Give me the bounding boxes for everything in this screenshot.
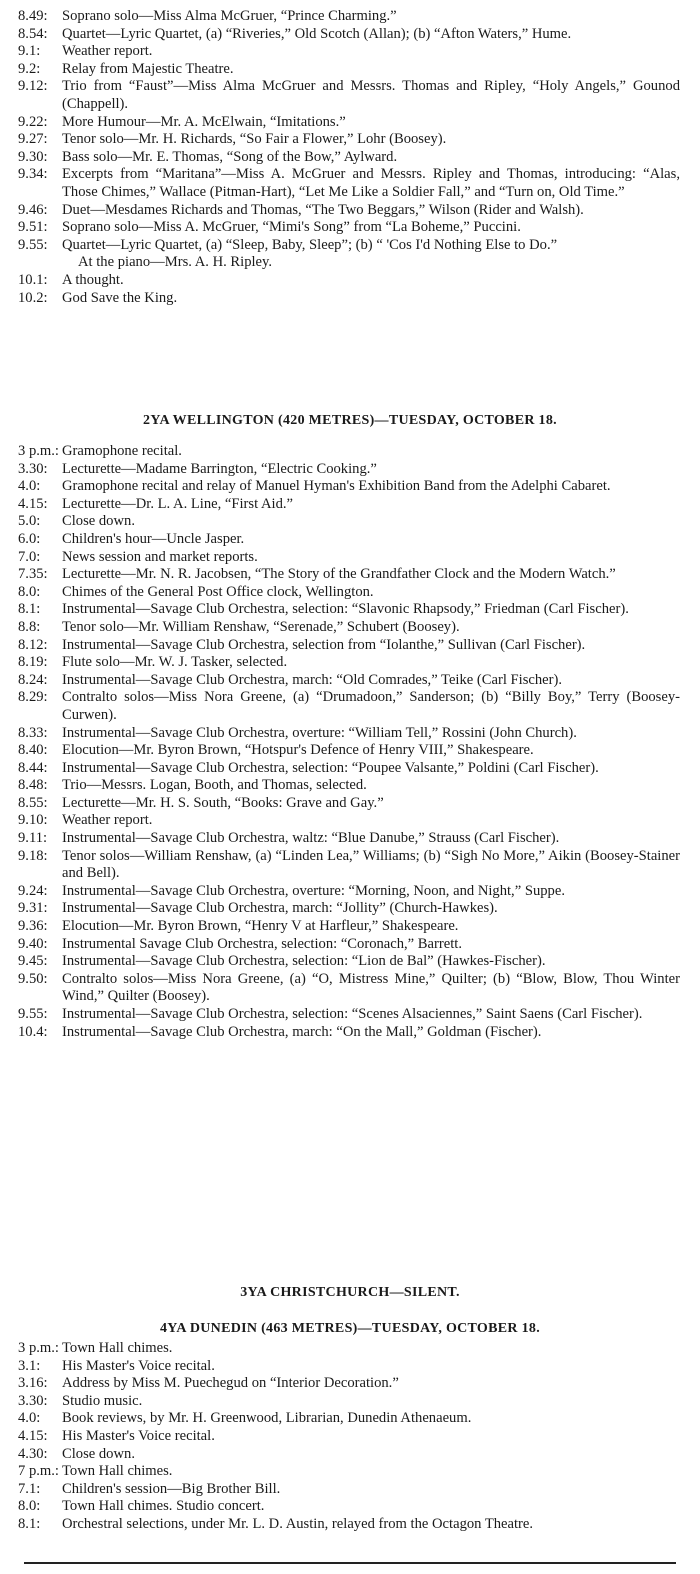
- entry-text: Book reviews, by Mr. H. Greenwood, Librarian, Dunedin Athenaeum.: [62, 1410, 472, 1427]
- program-entry: [18, 760, 680, 778]
- program-entry: [18, 672, 680, 690]
- entry-time: 8.29:: [18, 689, 48, 706]
- program-entry: [18, 936, 680, 954]
- entry-time: 9.40:: [18, 935, 48, 952]
- entry-time: 7.1:: [18, 1480, 41, 1497]
- entry-text: Bass solo—Mr. E. Thomas, “Song of the Bow,” Aylward.: [62, 148, 398, 165]
- entry-time: 9.18:: [18, 847, 48, 864]
- entry-text: Orchestral selections, under Mr. L. D. Austin, relayed from the Octagon Theatre.: [62, 1515, 534, 1532]
- program-entry: [18, 219, 680, 237]
- entry-text: Lecturette—Madame Barrington, “Electric Cooking.”: [62, 460, 377, 477]
- entry-time: 9.55:: [18, 1006, 48, 1022]
- program-entry: [18, 513, 680, 531]
- entry-time: 3 p.m.:: [18, 1340, 59, 1356]
- entry-text: Quartet—Lyric Quartet, (a) “Riveries,” Old Scotch (Allan); (b) “Afton Waters,” Hume.: [62, 25, 572, 42]
- program-entry: [18, 61, 680, 79]
- piano-note: At the piano—Mrs. A. H. Ripley.: [78, 254, 273, 271]
- program-continued: [18, 8, 680, 307]
- program-entry: [18, 637, 680, 655]
- entry-time: 9.1:: [18, 43, 41, 60]
- program-entry: [18, 601, 680, 619]
- program-entry: [18, 584, 680, 602]
- entry-text: Gramophone recital and relay of Manuel Hyman's Exhibition Band from the Adelphi Cabaret.: [62, 478, 611, 495]
- program-entry: [18, 900, 680, 918]
- entry-time: 9.2:: [18, 60, 41, 77]
- entry-time: 8.0:: [18, 583, 41, 600]
- entry-text: Gramophone recital.: [62, 443, 182, 459]
- entry-text: His Master's Voice recital.: [62, 1427, 215, 1444]
- entry-time: 9.34:: [18, 166, 48, 183]
- program-entry: [18, 478, 680, 496]
- entry-text: Flute solo—Mr. W. J. Tasker, selected.: [62, 654, 288, 671]
- program-entry: [18, 795, 680, 813]
- entry-time: 5.0:: [18, 513, 41, 530]
- entry-text: Instrumental—Savage Club Orchestra, selection: “Lion de Bal” (Hawkes-Fischer).: [62, 953, 546, 970]
- entry-text: Tenor solo—Mr. H. Richards, “So Fair a Flower,” Lohr (Boosey).: [62, 131, 447, 148]
- entry-text: Close down.: [62, 513, 135, 530]
- program-entry: [18, 443, 680, 461]
- entry-text: Elocution—Mr. Byron Brown, “Henry V at Harfleur,” Shakespeare.: [62, 918, 459, 935]
- entry-text: Contralto solos—Miss Nora Greene, (a) “O, Mistress Mine,” Quilter; (b) “Blow, Blow, Thou Winter Wind,” Quilter (Boosey).: [62, 970, 680, 1005]
- entry-time: 8.24:: [18, 671, 48, 688]
- program-entry: [18, 1358, 680, 1376]
- program-entry: [18, 549, 680, 567]
- bottom-rule: [24, 1562, 676, 1564]
- entry-time: 8.19:: [18, 654, 48, 671]
- program-entry: [18, 619, 680, 637]
- entry-time: 9.11:: [18, 830, 48, 847]
- entry-text: Contralto solos—Miss Nora Greene, (a) “Drumadoon,” Sanderson; (b) “Billy Boy,” Terry (Boosey-Curwen).: [62, 689, 680, 723]
- entry-text: Instrumental—Savage Club Orchestra, overture: “Morning, Noon, and Night,” Suppe.: [62, 882, 565, 899]
- entry-time: 10.4:: [18, 1023, 48, 1040]
- entry-time: 9.31:: [18, 900, 48, 917]
- program-entry: [18, 290, 680, 308]
- program-entry: [18, 725, 680, 743]
- program-entry: [18, 78, 680, 113]
- entry-text: Address by Miss M. Puechegud on “Interior Decoration.”: [62, 1375, 399, 1392]
- entry-text: Instrumental—Savage Club Orchestra, march: “Old Comrades,” Teike (Carl Fischer).: [62, 671, 563, 688]
- entry-text: Weather report.: [62, 812, 153, 829]
- program-entry: [18, 26, 680, 44]
- entry-text: Instrumental—Savage Club Orchestra, selection: “Poupee Valsante,” Poldini (Carl Fischer).: [62, 759, 599, 776]
- program-entry: [18, 1340, 680, 1358]
- entry-text: Instrumental—Savage Club Orchestra, selection from “Iolanthe,” Sullivan (Carl Fischer).: [62, 636, 586, 653]
- entry-time: 3 p.m.:: [18, 443, 59, 459]
- program-entry: [18, 1410, 680, 1428]
- program-entry: [18, 8, 680, 26]
- program-entry: [18, 1481, 680, 1499]
- program-entry: [18, 1393, 680, 1411]
- program-entry: [18, 114, 680, 132]
- entry-text: Soprano solo—Miss Alma McGruer, “Prince Charming.”: [62, 8, 397, 24]
- program-entry: [18, 531, 680, 549]
- entry-time: 8.40:: [18, 742, 48, 759]
- entry-text: Lecturette—Dr. L. A. Line, “First Aid.”: [62, 495, 294, 512]
- entry-time: 9.36:: [18, 918, 48, 935]
- entry-time: 4.0:: [18, 478, 41, 495]
- entry-time: 4.15:: [18, 495, 48, 512]
- entry-time: 9.55:: [18, 236, 48, 253]
- entry-time: 8.0:: [18, 1498, 41, 1515]
- program-entry: [18, 689, 680, 724]
- entry-text: Elocution—Mr. Byron Brown, “Hotspur's Defence of Henry VIII,” Shakespeare.: [62, 742, 534, 759]
- program-entry: [18, 918, 680, 936]
- program-entry: [18, 1516, 680, 1534]
- entry-time: 10.1:: [18, 271, 48, 288]
- entry-time: 6.0:: [18, 530, 41, 547]
- program-entry: [18, 461, 680, 479]
- program-entry: [18, 812, 680, 830]
- entry-text: His Master's Voice recital.: [62, 1357, 215, 1374]
- entry-time: 9.22:: [18, 113, 48, 130]
- entry-text: Duet—Mesdames Richards and Thomas, “The Two Beggars,” Wilson (Rider and Walsh).: [62, 201, 584, 218]
- entry-text: Trio—Messrs. Logan, Booth, and Thomas, selected.: [62, 777, 367, 794]
- entry-time: 8.8:: [18, 618, 41, 635]
- program-entry: [18, 1463, 680, 1481]
- program-entry: [18, 1498, 680, 1516]
- program-entry: [18, 1006, 680, 1024]
- program-entry: [18, 43, 680, 61]
- entry-time: 7.0:: [18, 548, 41, 565]
- entry-time: 8.49:: [18, 8, 48, 24]
- entry-text: More Humour—Mr. A. McElwain, “Imitations.”: [62, 113, 346, 130]
- entry-text: Quartet—Lyric Quartet, (a) “Sleep, Baby, Sleep”; (b) “ 'Cos I'd Nothing Else to Do.”: [62, 236, 558, 253]
- entry-time: 3.30:: [18, 460, 48, 477]
- program-entry: [18, 830, 680, 848]
- entry-text: Children's session—Big Brother Bill.: [62, 1480, 281, 1497]
- entry-time: 8.48:: [18, 777, 48, 794]
- program-entry: [18, 272, 680, 290]
- entry-time: 9.50:: [18, 970, 48, 987]
- entry-text: Town Hall chimes.: [62, 1463, 173, 1480]
- entry-text: A thought.: [62, 271, 124, 288]
- entry-text: God Save the King.: [62, 289, 178, 306]
- entry-time: 9.12:: [18, 78, 48, 95]
- entry-time: 4.15:: [18, 1427, 48, 1444]
- entry-time: 8.54:: [18, 25, 48, 42]
- entry-time: 9.46:: [18, 201, 48, 218]
- entry-text: Instrumental—Savage Club Orchestra, selection: “Scenes Alsaciennes,” Saint Saens (Carl Fischer).: [62, 1006, 643, 1022]
- entry-time: 9.30:: [18, 148, 48, 165]
- entry-text: Trio from “Faust”—Miss Alma McGruer and Messrs. Thomas and Ripley, “Holy Angels,” Gounod (Chappell).: [62, 78, 680, 112]
- dunedin-heading: 4YA DUNEDIN (463 METRES)—TUESDAY, OCTOBER 18.: [159, 1321, 541, 1336]
- entry-text: Instrumental—Savage Club Orchestra, waltz: “Blue Danube,” Strauss (Carl Fischer).: [62, 830, 560, 847]
- entry-time: 8.44:: [18, 759, 48, 776]
- entry-text: Town Hall chimes.: [62, 1340, 173, 1356]
- program-entry: [18, 1446, 680, 1464]
- entry-time: 3.30:: [18, 1392, 48, 1409]
- entry-time: 9.27:: [18, 131, 48, 148]
- entry-time: 9.51:: [18, 219, 48, 236]
- entry-time: 8.1:: [18, 601, 41, 618]
- program-entry: [18, 742, 680, 760]
- entry-time: 7.35:: [18, 566, 48, 583]
- entry-text: Town Hall chimes. Studio concert.: [62, 1498, 265, 1515]
- entry-text: Instrumental—Savage Club Orchestra, overture: “William Tell,” Rossini (John Church).: [62, 724, 577, 741]
- entry-time: 3.16:: [18, 1375, 48, 1392]
- entry-time: 9.24:: [18, 882, 48, 899]
- program-entry: [18, 1375, 680, 1393]
- entry-time: 8.33:: [18, 724, 48, 741]
- entry-time: 8.55:: [18, 794, 48, 811]
- entry-text: Weather report.: [62, 43, 153, 60]
- entry-text: News session and market reports.: [62, 548, 258, 565]
- entry-time: 9.45:: [18, 953, 48, 970]
- entry-text: Excerpts from “Maritana”—Miss A. McGruer and Messrs. Ripley and Thomas, introducing: “Alas, Those Chimes,” Wallace (Pitman-Hart), “Let Me Like a Soldier Fall,” and “Turn on, Old Time.”: [62, 166, 680, 200]
- program-entry: [18, 971, 680, 1006]
- entry-text: Instrumental—Savage Club Orchestra, march: “On the Mall,” Goldman (Fischer).: [62, 1023, 542, 1040]
- program-entry: [18, 883, 680, 901]
- entry-time: 3.1:: [18, 1357, 41, 1374]
- program-entry: [18, 131, 680, 149]
- program-entry: [18, 1024, 680, 1042]
- entry-text: Tenor solo—Mr. William Renshaw, “Serenade,” Schubert (Boosey).: [62, 618, 460, 635]
- dunedin-program: [18, 1340, 680, 1534]
- christchurch-heading: 3YA CHRISTCHURCH—SILENT.: [240, 1285, 460, 1300]
- program-entry: [18, 566, 680, 584]
- entry-text: Tenor solos—William Renshaw, (a) “Linden Lea,” Williams; (b) “Sigh No More,” Aikin (Boosey-Stainer and Bell).: [62, 847, 680, 882]
- program-entry: [18, 149, 680, 167]
- entry-time: 8.1:: [18, 1515, 41, 1532]
- entry-time: 9.10:: [18, 812, 48, 829]
- wellington-heading: 2YA WELLINGTON (420 METRES)—TUESDAY, OCTOBER 18.: [143, 413, 557, 428]
- program-entry: [18, 166, 680, 201]
- program-entry: [18, 496, 680, 514]
- entry-time: 4.30:: [18, 1445, 48, 1462]
- entry-time: 4.0:: [18, 1410, 41, 1427]
- program-entry: [18, 953, 680, 971]
- program-entry: [18, 237, 680, 255]
- entry-text: Instrumental—Savage Club Orchestra, march: “Jollity” (Church-Hawkes).: [62, 900, 498, 917]
- entry-text: Relay from Majestic Theatre.: [62, 60, 234, 77]
- entry-time: 10.2:: [18, 289, 48, 306]
- program-entry: [18, 202, 680, 220]
- entry-text: Instrumental Savage Club Orchestra, selection: “Coronach,” Barrett.: [62, 935, 462, 952]
- entry-text: Close down.: [62, 1445, 135, 1462]
- wellington-program: [18, 443, 680, 1041]
- entry-time: 7 p.m.:: [18, 1463, 59, 1480]
- program-entry: [18, 1428, 680, 1446]
- program-entry: [18, 654, 680, 672]
- entry-text: Lecturette—Mr. H. S. South, “Books: Grave and Gay.”: [62, 794, 384, 811]
- entry-text: Children's hour—Uncle Jasper.: [62, 530, 245, 547]
- entry-text: Studio music.: [62, 1392, 143, 1409]
- program-entry: [18, 848, 680, 883]
- entry-time: 8.12:: [18, 636, 48, 653]
- entry-text: Chimes of the General Post Office clock, Wellington.: [62, 583, 374, 600]
- program-entry: [18, 777, 680, 795]
- entry-text: Soprano solo—Miss A. McGruer, “Mimi's Song” from “La Boheme,” Puccini.: [62, 219, 521, 236]
- entry-text: Lecturette—Mr. N. R. Jacobsen, “The Story of the Grandfather Clock and the Modern Watch.”: [62, 566, 616, 583]
- entry-text: Instrumental—Savage Club Orchestra, selection: “Slavonic Rhapsody,” Friedman (Carl Fischer).: [62, 601, 629, 618]
